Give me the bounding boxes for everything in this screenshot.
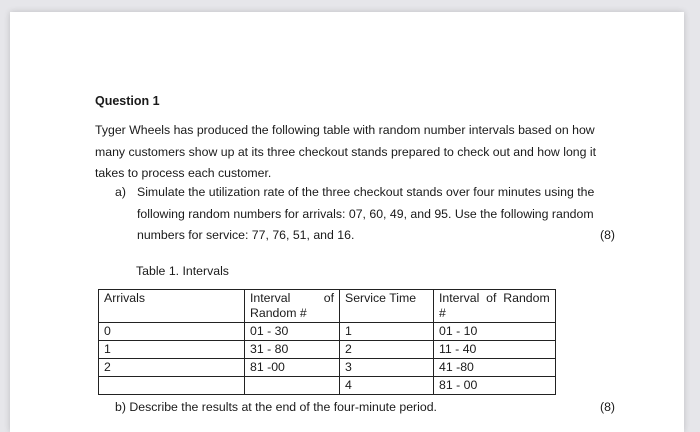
part-a-line-last (115, 225, 615, 247)
part-a-label: a) (115, 185, 126, 199)
cell-arrivals (99, 377, 245, 395)
table-row (99, 323, 556, 341)
question-intro (95, 120, 635, 185)
cell-arrivals: 2 (99, 359, 245, 377)
cell-service: 3 (340, 359, 434, 377)
table-header-row (99, 290, 556, 323)
cell-service: 1 (340, 323, 434, 341)
part-a-line: following random numbers for arrivals: 07, 60, 49, and 95. Use the following random (137, 206, 594, 221)
intro-line: Tyger Wheels has produced the following table with random number intervals based on how (95, 123, 595, 137)
part-b-marks: (8) (599, 400, 615, 414)
cell-service: 2 (340, 341, 434, 359)
header-service-time: Service Time (340, 290, 434, 323)
part-a-line: Simulate the utilization rate of the three checkout stands over four minutes using the (137, 185, 595, 199)
header-of-word: of (323, 291, 334, 305)
cell-interval (245, 377, 340, 395)
cell-service: 4 (340, 377, 434, 395)
table-caption: Table 1. Intervals (136, 264, 229, 278)
part-b-label: b) (115, 400, 126, 414)
intro-line: takes to process each customer. (95, 166, 272, 180)
part-a (115, 182, 615, 247)
header-random-word: Random # (250, 306, 307, 320)
table-row (99, 341, 556, 359)
table-row (99, 377, 556, 395)
question-title: Question 1 (95, 94, 160, 108)
part-b-text: Describe the results at the end of the four-minute period. (129, 400, 437, 414)
intervals-table (98, 289, 556, 395)
cell-interval: 01 - 30 (245, 323, 340, 341)
header-interval-word: Interval (250, 291, 291, 305)
header-interval-random (245, 290, 340, 323)
header-arrivals: Arrivals (99, 290, 245, 323)
cell-interval: 31 - 80 (245, 341, 340, 359)
cell-service-interval: 01 - 10 (434, 323, 556, 341)
header-service-interval (434, 290, 556, 323)
part-a-marks: (8) (599, 228, 615, 242)
header-service-interval-line1: Interval of Random (439, 291, 550, 305)
document-page (10, 12, 684, 432)
header-service-interval-line2: # (439, 306, 446, 320)
part-b (115, 400, 615, 414)
cell-service-interval: 81 - 00 (434, 377, 556, 395)
part-a-line-text: numbers for service: 77, 76, 51, and 16. (137, 228, 355, 242)
cell-service-interval: 41 -80 (434, 359, 556, 377)
table-row (99, 359, 556, 377)
cell-service-interval: 11 - 40 (434, 341, 556, 359)
cell-arrivals: 1 (99, 341, 245, 359)
cell-arrivals: 0 (99, 323, 245, 341)
intro-line: many customers show up at its three checkout stands prepared to check out and how long it (95, 144, 597, 159)
cell-interval: 81 -00 (245, 359, 340, 377)
